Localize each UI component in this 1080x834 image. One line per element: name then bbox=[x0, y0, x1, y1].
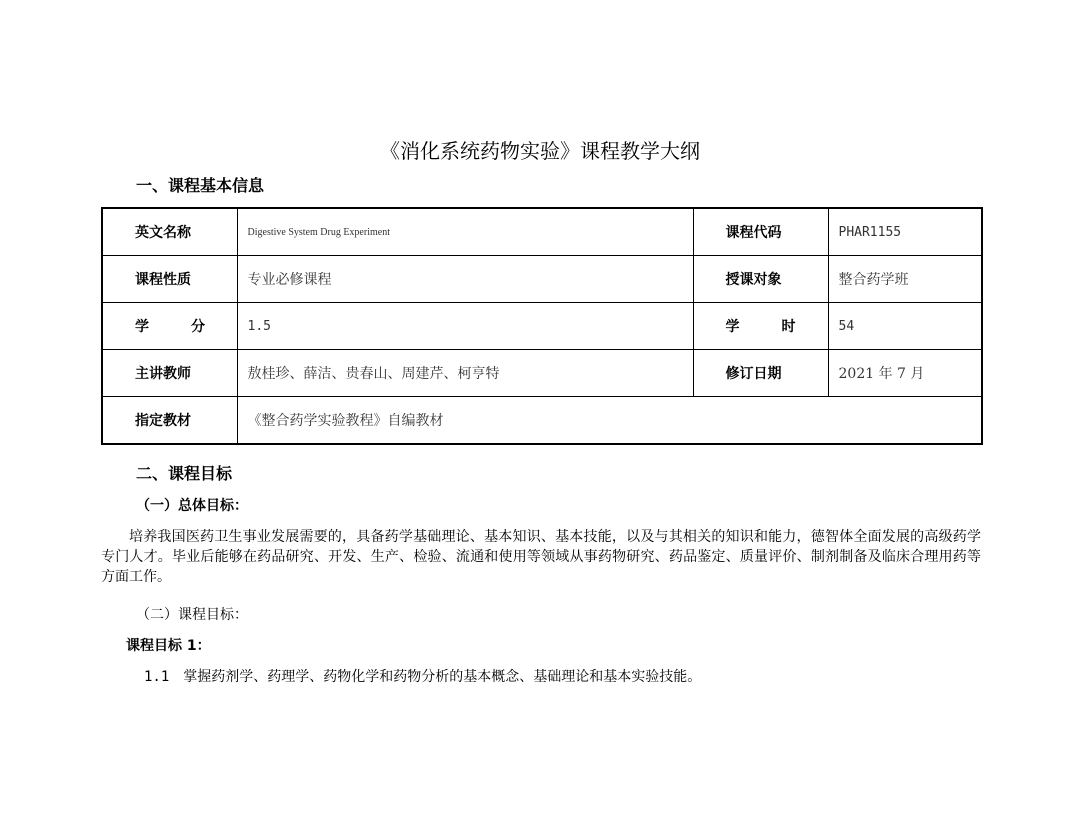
table-row bbox=[102, 256, 982, 303]
goal-1-item bbox=[144, 667, 701, 687]
revision-date-label: 修订日期 bbox=[693, 350, 828, 397]
target-students-label: 授课对象 bbox=[693, 256, 828, 303]
course-goals-heading: （二）课程目标： bbox=[136, 607, 248, 623]
course-code-label: 课程代码 bbox=[693, 208, 828, 256]
hours-label-char-1: 学 bbox=[725, 319, 740, 335]
textbook-label: 指定教材 bbox=[102, 397, 237, 445]
table-row bbox=[102, 397, 982, 445]
course-info-table bbox=[101, 207, 983, 445]
overall-goal-paragraph: 培养我国医药卫生事业发展需要的，具备药学基础理论、基本知识、基本技能，以及与其相关的知识和能力，德智体全面发展的高级药学专门人才。毕业后能够在药品研究、开发、生产、检验、流通和使用等领域从事药物研究、药品鉴定、质量评价、制剂制备及临床合理用药等方面工作。 bbox=[101, 529, 981, 585]
hours-value: 54 bbox=[828, 303, 982, 350]
section-2-heading: 二、课程目标 bbox=[136, 464, 233, 483]
overall-goal-heading: （一）总体目标： bbox=[136, 498, 248, 514]
credits-label-char-1: 学 bbox=[135, 319, 149, 335]
english-name-value: Digestive System Drug Experiment bbox=[237, 208, 693, 256]
goal-1-item-number: 1.1 bbox=[144, 669, 170, 685]
section-1-heading: 一、课程基本信息 bbox=[136, 176, 265, 195]
hours-label bbox=[693, 303, 828, 350]
table-row bbox=[102, 208, 982, 256]
revision-date-value: 2021 年 7 月 bbox=[828, 350, 982, 397]
credits-label bbox=[102, 303, 237, 350]
instructors-label: 主讲教师 bbox=[102, 350, 237, 397]
table-row bbox=[102, 350, 982, 397]
course-code-value: PHAR1155 bbox=[828, 208, 982, 256]
hours-label-char-2: 时 bbox=[781, 319, 796, 335]
document-title: 《消化系统药物实验》课程教学大纲 bbox=[380, 139, 700, 163]
target-students-value: 整合药学班 bbox=[828, 256, 982, 303]
english-name-label: 英文名称 bbox=[102, 208, 237, 256]
goal-1-item-text: 掌握药剂学、药理学、药物化学和药物分析的基本概念、基础理论和基本实验技能。 bbox=[183, 669, 702, 685]
credits-label-char-2: 分 bbox=[191, 319, 205, 335]
credits-value: 1.5 bbox=[237, 303, 693, 350]
course-nature-label: 课程性质 bbox=[102, 256, 237, 303]
table-row bbox=[102, 303, 982, 350]
instructors-value: 敖桂珍、薛洁、贵春山、周建芹、柯亨特 bbox=[237, 350, 693, 397]
textbook-value: 《整合药学实验教程》自编教材 bbox=[237, 397, 982, 445]
goal-1-label: 课程目标 1： bbox=[126, 638, 211, 654]
course-nature-value: 专业必修课程 bbox=[237, 256, 693, 303]
